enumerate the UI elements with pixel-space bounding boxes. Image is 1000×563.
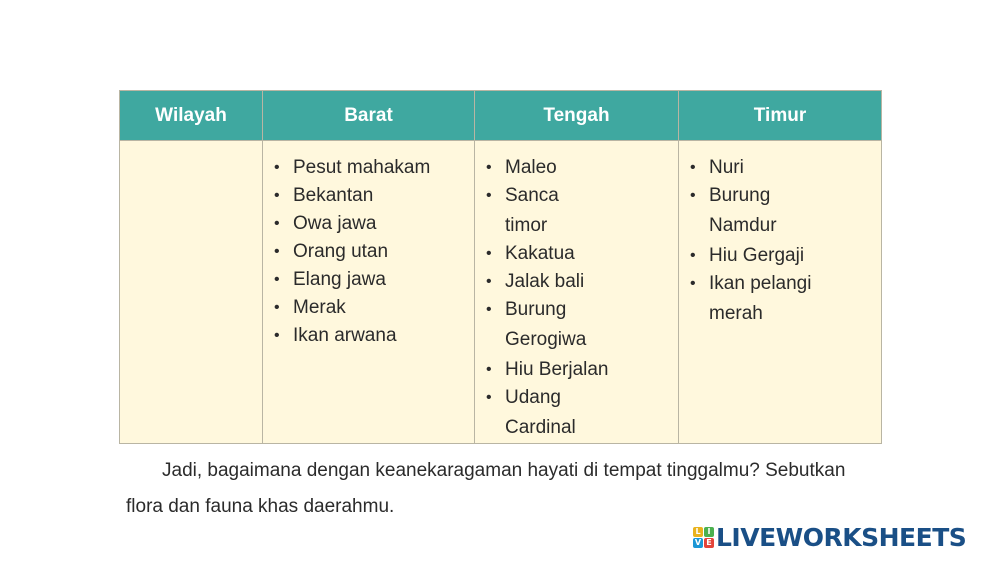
logo-tile-l: L [693,527,703,537]
list-item: • Hiu Gergaji [689,241,829,271]
list-item: • Pesut mahakam [273,153,474,183]
header-barat: Barat [263,91,475,141]
list-item: • Owa jawa [273,209,474,239]
list-item: • Burung Gerogiwa [485,295,605,355]
list-item: • Maleo [485,153,605,183]
list-item: • Orang utan [273,237,474,267]
list-item: • Nuri [689,153,829,183]
header-wilayah: Wilayah [120,91,263,141]
list-item: • Merak [273,293,474,323]
logo-tile-v: V [694,537,702,547]
cell-tengah [475,141,679,444]
list-tengah [475,141,609,443]
list-barat [263,141,474,351]
question-line-2: flora dan fauna khas daerahmu. [126,496,395,517]
list-item: • Kakatua [485,239,605,269]
question-line-1: Jadi, bagaimana dengan keanekaragaman hayati di tempat tinggalmu? Sebutkan [162,460,846,481]
list-item: • Udang Cardinal [485,383,605,443]
list-item: • Ikan arwana [273,321,474,351]
header-tengah: Tengah [475,91,679,141]
list-item: • Sanca timor [485,181,605,241]
liveworksheets-logo [693,522,966,552]
cell-timur [679,141,882,444]
cell-barat [263,141,475,444]
logo-tile-i: I [704,527,714,537]
list-item: • Hiu Berjalan [485,355,605,385]
header-timur: Timur [679,91,882,141]
cell-wilayah [120,141,263,444]
list-item: • Burung Namdur [689,181,829,241]
liveworksheets-wordmark: LIVEWORKSHEETS [716,522,967,552]
logo-tile-e: E [704,538,714,548]
list-timur [679,141,829,329]
table-row [120,141,882,444]
table-header-row [120,91,882,141]
list-item: • Jalak bali [485,267,605,297]
list-item: • Bekantan [273,181,474,211]
fauna-distribution-table [119,90,882,444]
list-item: • Elang jawa [273,265,474,295]
list-item: • Ikan pelangi merah [689,269,829,329]
liveworksheets-icon [693,527,714,548]
